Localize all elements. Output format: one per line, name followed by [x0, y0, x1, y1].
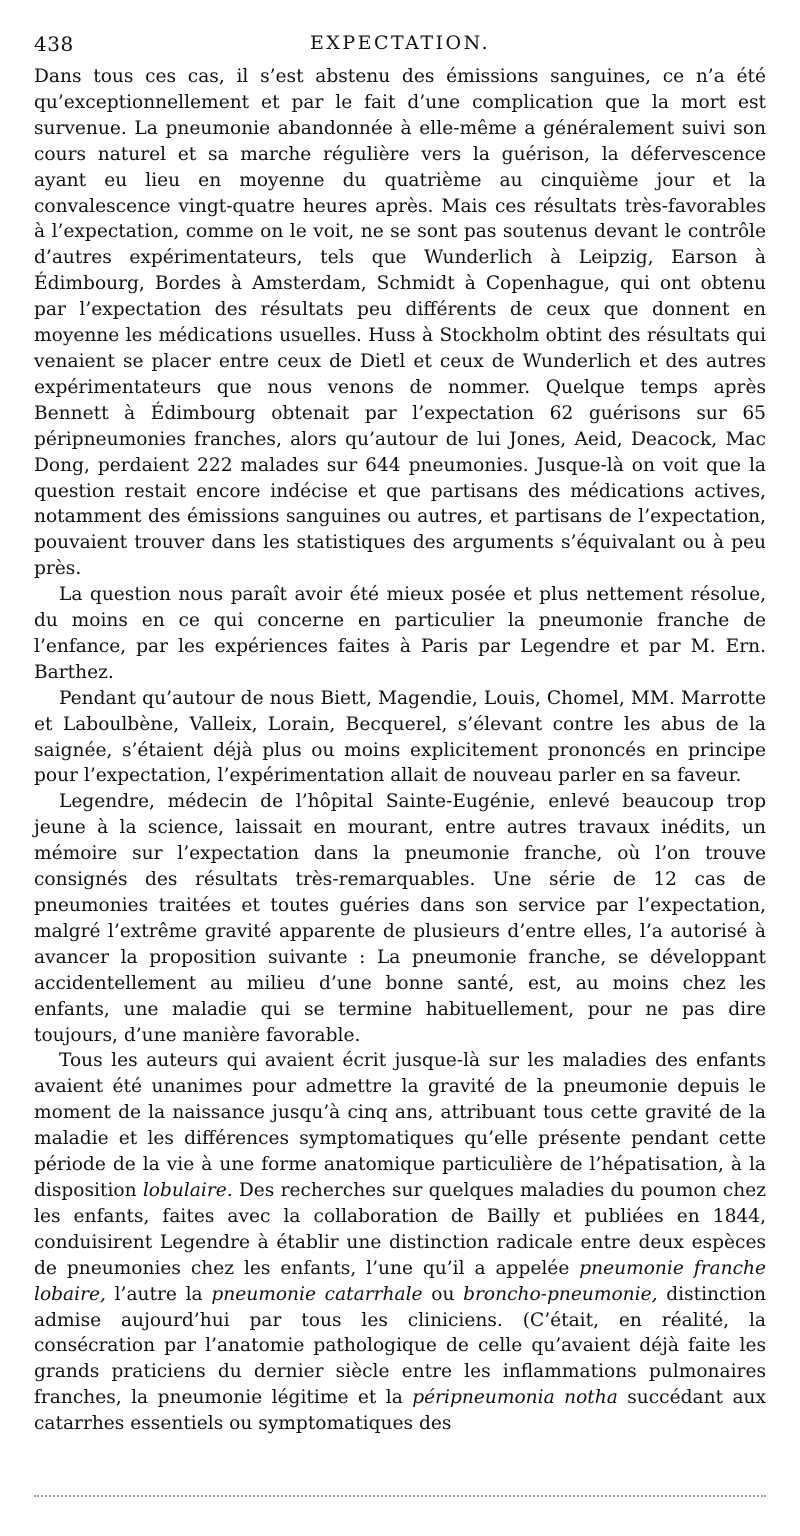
text-run: Pendant qu’autour de nous Biett, Magendie, Louis, Chomel, MM. Marrotte et Laboulbène, Valleix, Lorain, Becquerel, s’élevant contre les abus de la saignée, s’étaient déjà plus ou moins explicitement prononcés en principe pour l’expectation, l’expérimentation allait de nouveau parler en sa faveur.	[34, 687, 766, 787]
italic-text: broncho-pneumonie,	[463, 1283, 658, 1305]
body-text	[34, 64, 766, 1437]
page-number: 438	[34, 32, 74, 56]
paragraph	[34, 582, 766, 686]
paragraph	[34, 789, 766, 1048]
text-run: distinction admise aujourd’hui par tous les cliniciens. (C’était, en réalité, la consécration par l’anatomie pathologique de celle qu’avaient déjà faite les grands praticiens du dernier siècle entre les inflammations pulmonaires franches, la pneumonie légitime et la	[34, 1283, 767, 1409]
page-header	[34, 32, 766, 62]
paragraph	[34, 64, 766, 582]
italic-text: pneumonie franche lobaire,	[34, 1257, 766, 1305]
italic-text: pneumonie catarrhale	[211, 1283, 423, 1305]
text-run: l’autre la	[105, 1283, 212, 1305]
text-run: Des recherches sur quelques maladies du poumon chez les enfants, faites avec la collaboration de Bailly et publiées en 1844, conduisirent Legendre à établir une distinction radicale entre deux espèces de pneumonies chez les enfants, l’une qu’il a appelée	[34, 1179, 766, 1279]
italic-text: lobulaire.	[142, 1179, 233, 1201]
text-run: Dans tous ces cas, il s’est abstenu des émissions sanguines, ce n’a été qu’exceptionnellement et par le fait d’une complication que la mort est survenue. La pneumonie abandonnée à elle-même a généralement suivi son cours naturel et sa marche régulière vers la guérison, la défervescence ayant eu lieu en moyenne du quatrième au cinquième jour et la convalescence vingt-quatre heures après. Mais ces résultats très-favorables à l’expectation, comme on le voit, ne se sont pas soutenus devant le contrôle d’autres expérimentateurs, tels que Wunderlich à Leipzig, Earson à Édimbourg, Bordes à Amsterdam, Schmidt à Copenhague, qui ont obtenu par l’expectation des résultats peu différents de ceux que donnent en moyenne les médications usuelles. Huss à Stockholm obtint des résultats qui venaient se placer entre ceux de Dietl et ceux de Wunderlich et des autres expérimentateurs que nous venons de nommer. Quelque temps après Bennett à Édimbourg obtenait par l’expectation 62 guérisons sur 65 péripneumonies franches, alors qu’autour de lui Jones, Aeid, Deacock, Mac Dong, perdaient 222 malades sur 644 pneumonies. Jusque-là on voit que la question restait encore indécise et que partisans des médications actives, notamment des émissions sanguines ou autres, et partisans de l’expectation, pouvaient trouver dans les statistiques des arguments s’équivalant ou à peu près.	[34, 66, 766, 580]
text-run: Tous les auteurs qui avaient écrit jusque-là sur les maladies des enfants avaient été unanimes pour admettre la gravité de la pneumonie depuis le moment de la naissance jusqu’à cinq ans, attribuant tous cette gravité de la maladie et les différences symptomatiques qu’elle présente pendant cette période de la vie à une forme anatomique particulière de l’hépatisation, à la disposition	[34, 1050, 766, 1201]
italic-text: péripneumonia notha	[412, 1387, 618, 1409]
text-run: succédant aux catarrhes essentiels ou symptomatiques des	[34, 1387, 766, 1435]
text-run: ou	[422, 1283, 464, 1305]
running-head: EXPECTATION.	[309, 32, 491, 54]
footer-dotted-rule	[34, 1495, 766, 1497]
text-run: Legendre, médecin de l’hôpital Sainte-Eugénie, enlevé beaucoup trop jeune à la science, laissait en mourant, entre autres travaux inédits, un mémoire sur l’expectation dans la pneumonie franche, où l’on trouve consignés des résultats très-remarquables. Une série de 12 cas de pneumonies traitées et toutes guéries dans son service par l’expectation, malgré l’extrême gravité apparente de plusieurs d’entre elles, l’a autorisé à avancer la proposition suivante : La pneumonie franche, se développant accidentellement au milieu d’une bonne santé, est, au moins chez les enfants, une maladie qui se termine habituellement, pour ne pas dire toujours, d’une manière favorable.	[34, 791, 766, 1046]
text-run: La question nous paraît avoir été mieux posée et plus nettement résolue, du moins en ce qui concerne en particulier la pneumonie franche de l’enfance, par les expériences faites à Paris par Legendre et par M. Ern. Barthez.	[34, 584, 766, 683]
paragraph	[34, 1048, 766, 1437]
paragraph	[34, 686, 766, 790]
